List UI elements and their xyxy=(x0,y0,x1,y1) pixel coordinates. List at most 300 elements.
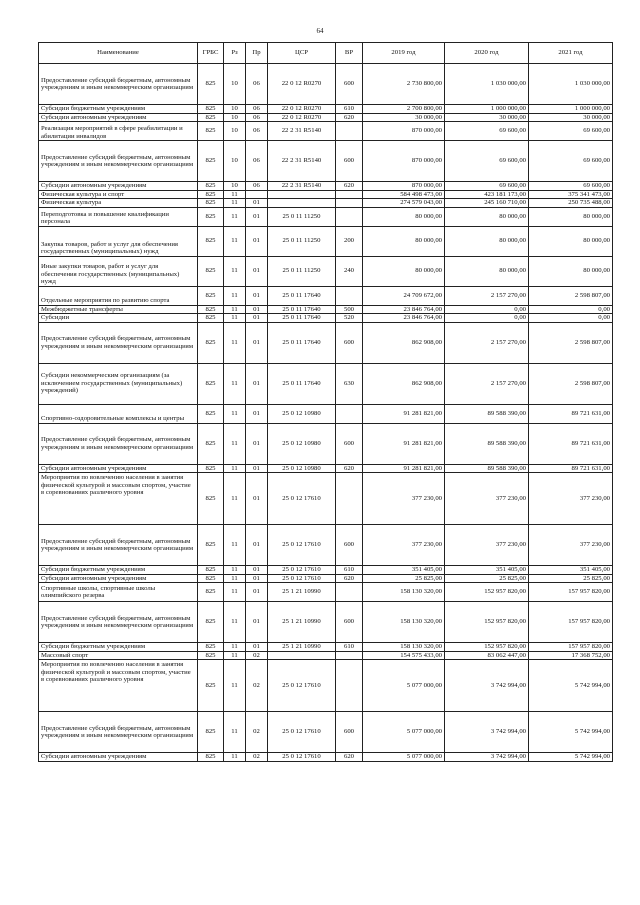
cell-name: Субсидии автономным учреждениям xyxy=(39,574,198,583)
cell-grbs: 825 xyxy=(198,660,224,712)
cell-name: Предоставление субсидий бюджетным, автономным учреждениям и иным некоммерческим организациям xyxy=(39,322,198,363)
cell-y2019: 351 405,00 xyxy=(363,566,445,575)
cell-y2021: 377 230,00 xyxy=(529,525,613,566)
table-row xyxy=(39,651,613,660)
cell-vr xyxy=(336,651,363,660)
cell-y2021: 69 600,00 xyxy=(529,122,613,141)
cell-y2020: 377 230,00 xyxy=(445,473,529,525)
cell-pr: 01 xyxy=(246,583,268,602)
cell-rz: 11 xyxy=(224,525,246,566)
table-row xyxy=(39,305,613,314)
table-row xyxy=(39,423,613,464)
cell-y2021: 157 957 820,00 xyxy=(529,643,613,652)
cell-y2021: 1 030 000,00 xyxy=(529,64,613,105)
cell-vr: 600 xyxy=(336,525,363,566)
cell-csr: 25 1 21 10990 xyxy=(268,602,336,643)
cell-grbs: 825 xyxy=(198,226,224,256)
cell-vr: 600 xyxy=(336,602,363,643)
cell-grbs: 825 xyxy=(198,256,224,286)
cell-rz: 11 xyxy=(224,226,246,256)
cell-vr: 600 xyxy=(336,141,363,182)
table-row xyxy=(39,122,613,141)
cell-grbs: 825 xyxy=(198,473,224,525)
cell-vr xyxy=(336,199,363,208)
cell-grbs: 825 xyxy=(198,113,224,122)
cell-name: Предоставление субсидий бюджетным, автономным учреждениям и иным некоммерческим организациям xyxy=(39,64,198,105)
cell-name: Межбюджетные трансферты xyxy=(39,305,198,314)
cell-pr: 02 xyxy=(246,712,268,753)
cell-y2020: 0,00 xyxy=(445,305,529,314)
cell-rz: 11 xyxy=(224,473,246,525)
cell-y2021: 0,00 xyxy=(529,314,613,323)
page-number: 64 xyxy=(316,27,324,35)
cell-grbs: 825 xyxy=(198,122,224,141)
cell-vr xyxy=(336,473,363,525)
table-row xyxy=(39,660,613,712)
cell-y2021: 5 742 994,00 xyxy=(529,712,613,753)
cell-vr xyxy=(336,583,363,602)
cell-rz: 11 xyxy=(224,643,246,652)
cell-grbs: 825 xyxy=(198,423,224,464)
cell-y2021: 2 598 807,00 xyxy=(529,286,613,305)
cell-grbs: 825 xyxy=(198,583,224,602)
cell-y2021: 250 735 488,00 xyxy=(529,199,613,208)
cell-y2021: 69 600,00 xyxy=(529,141,613,182)
cell-grbs: 825 xyxy=(198,753,224,762)
cell-name: Субсидии бюджетным учреждениям xyxy=(39,643,198,652)
cell-y2020: 80 000,00 xyxy=(445,256,529,286)
cell-grbs: 825 xyxy=(198,199,224,208)
cell-y2020: 3 742 994,00 xyxy=(445,753,529,762)
cell-name: Физическая культура и спорт xyxy=(39,190,198,199)
cell-grbs: 825 xyxy=(198,190,224,199)
cell-csr: 25 0 11 17640 xyxy=(268,305,336,314)
header-name: Наименование xyxy=(39,43,198,64)
cell-y2019: 584 498 473,00 xyxy=(363,190,445,199)
cell-grbs: 825 xyxy=(198,712,224,753)
cell-y2019: 862 908,00 xyxy=(363,322,445,363)
cell-rz: 11 xyxy=(224,583,246,602)
header-rz: Рз xyxy=(224,43,246,64)
cell-vr xyxy=(336,190,363,199)
cell-pr: 01 xyxy=(246,305,268,314)
cell-vr: 620 xyxy=(336,574,363,583)
cell-name: Субсидии автономным учреждениям xyxy=(39,464,198,473)
cell-y2019: 158 130 320,00 xyxy=(363,583,445,602)
cell-pr: 06 xyxy=(246,64,268,105)
cell-name: Предоставление субсидий бюджетным, автономным учреждениям и иным некоммерческим организациям xyxy=(39,525,198,566)
cell-rz: 11 xyxy=(224,753,246,762)
cell-csr: 22 0 12 R0270 xyxy=(268,105,336,114)
cell-y2020: 69 600,00 xyxy=(445,182,529,191)
cell-name: Переподготовка и повышение квалификации персонала xyxy=(39,207,198,226)
table-row xyxy=(39,404,613,423)
cell-csr: 25 1 21 10990 xyxy=(268,643,336,652)
cell-pr: 02 xyxy=(246,753,268,762)
cell-csr: 25 0 11 11250 xyxy=(268,226,336,256)
cell-rz: 11 xyxy=(224,712,246,753)
cell-grbs: 825 xyxy=(198,286,224,305)
header-vr: ВР xyxy=(336,43,363,64)
header-2021: 2021 год xyxy=(529,43,613,64)
cell-rz: 10 xyxy=(224,105,246,114)
cell-y2021: 2 598 807,00 xyxy=(529,363,613,404)
cell-pr: 01 xyxy=(246,363,268,404)
header-csr: ЦСР xyxy=(268,43,336,64)
cell-pr: 06 xyxy=(246,182,268,191)
cell-grbs: 825 xyxy=(198,314,224,323)
cell-pr: 06 xyxy=(246,122,268,141)
cell-y2019: 158 130 320,00 xyxy=(363,643,445,652)
cell-pr: 01 xyxy=(246,574,268,583)
cell-csr: 25 0 11 11250 xyxy=(268,256,336,286)
cell-y2021: 375 341 473,00 xyxy=(529,190,613,199)
cell-rz: 10 xyxy=(224,113,246,122)
table-row xyxy=(39,199,613,208)
cell-y2019: 80 000,00 xyxy=(363,207,445,226)
cell-vr: 610 xyxy=(336,643,363,652)
cell-grbs: 825 xyxy=(198,105,224,114)
cell-csr: 25 0 12 17610 xyxy=(268,660,336,712)
cell-y2021: 2 598 807,00 xyxy=(529,322,613,363)
cell-y2019: 91 281 821,00 xyxy=(363,404,445,423)
cell-csr: 22 2 31 R5140 xyxy=(268,182,336,191)
cell-y2019: 870 000,00 xyxy=(363,122,445,141)
cell-rz: 11 xyxy=(224,566,246,575)
table-row xyxy=(39,643,613,652)
cell-pr: 06 xyxy=(246,141,268,182)
cell-name: Физическая культура xyxy=(39,199,198,208)
table-row xyxy=(39,602,613,643)
cell-y2020: 423 181 173,00 xyxy=(445,190,529,199)
cell-name: Спортивно-оздоровительные комплексы и центры xyxy=(39,404,198,423)
cell-name: Закупка товаров, работ и услуг для обеспечения государственных (муниципальных) нужд xyxy=(39,226,198,256)
cell-y2020: 30 000,00 xyxy=(445,113,529,122)
cell-csr xyxy=(268,199,336,208)
cell-y2019: 2 730 800,00 xyxy=(363,64,445,105)
cell-y2021: 351 405,00 xyxy=(529,566,613,575)
cell-csr: 22 2 31 R5140 xyxy=(268,141,336,182)
table-row xyxy=(39,583,613,602)
cell-name: Предоставление субсидий бюджетным, автономным учреждениям и иным некоммерческим организациям xyxy=(39,712,198,753)
cell-y2021: 89 721 631,00 xyxy=(529,404,613,423)
cell-pr: 01 xyxy=(246,286,268,305)
cell-rz: 10 xyxy=(224,64,246,105)
cell-vr: 630 xyxy=(336,363,363,404)
cell-grbs: 825 xyxy=(198,643,224,652)
cell-name: Мероприятия по вовлечению населения в занятия физической культурой и массовым спортом, участие в соревнованиях различного уровня xyxy=(39,660,198,712)
cell-name: Субсидии автономным учреждениям xyxy=(39,182,198,191)
table-row xyxy=(39,314,613,323)
cell-csr: 25 0 11 11250 xyxy=(268,207,336,226)
cell-y2021: 5 742 994,00 xyxy=(529,753,613,762)
cell-pr: 01 xyxy=(246,314,268,323)
cell-grbs: 825 xyxy=(198,141,224,182)
cell-rz: 10 xyxy=(224,182,246,191)
cell-csr: 25 0 11 17640 xyxy=(268,286,336,305)
cell-y2020: 377 230,00 xyxy=(445,525,529,566)
cell-pr: 01 xyxy=(246,322,268,363)
cell-y2019: 274 579 043,00 xyxy=(363,199,445,208)
cell-rz: 11 xyxy=(224,322,246,363)
cell-y2019: 80 000,00 xyxy=(363,256,445,286)
cell-pr: 06 xyxy=(246,105,268,114)
cell-vr xyxy=(336,122,363,141)
cell-csr: 25 0 12 17610 xyxy=(268,574,336,583)
cell-rz: 11 xyxy=(224,651,246,660)
cell-y2020: 2 157 270,00 xyxy=(445,286,529,305)
cell-y2020: 245 160 710,00 xyxy=(445,199,529,208)
cell-pr: 01 xyxy=(246,473,268,525)
cell-y2021: 89 721 631,00 xyxy=(529,423,613,464)
cell-y2019: 5 077 000,00 xyxy=(363,712,445,753)
cell-name: Субсидии бюджетным учреждениям xyxy=(39,105,198,114)
cell-y2019: 2 700 800,00 xyxy=(363,105,445,114)
cell-csr: 25 0 12 10980 xyxy=(268,404,336,423)
cell-y2020: 89 588 390,00 xyxy=(445,423,529,464)
table-row xyxy=(39,525,613,566)
table-row xyxy=(39,753,613,762)
cell-y2021: 17 368 752,00 xyxy=(529,651,613,660)
cell-y2021: 5 742 994,00 xyxy=(529,660,613,712)
cell-vr xyxy=(336,404,363,423)
cell-grbs: 825 xyxy=(198,363,224,404)
cell-csr: 25 0 12 17610 xyxy=(268,753,336,762)
cell-rz: 11 xyxy=(224,207,246,226)
cell-pr: 01 xyxy=(246,602,268,643)
cell-rz: 11 xyxy=(224,363,246,404)
header-row xyxy=(39,43,613,64)
budget-table xyxy=(38,42,613,762)
cell-rz: 10 xyxy=(224,122,246,141)
cell-pr: 01 xyxy=(246,525,268,566)
cell-y2021: 377 230,00 xyxy=(529,473,613,525)
cell-name: Реализация мероприятий в сфере реабилитации и абилитации инвалидов xyxy=(39,122,198,141)
cell-y2021: 89 721 631,00 xyxy=(529,464,613,473)
cell-y2021: 157 957 820,00 xyxy=(529,602,613,643)
cell-y2019: 30 000,00 xyxy=(363,113,445,122)
cell-y2020: 152 957 820,00 xyxy=(445,643,529,652)
cell-y2020: 69 600,00 xyxy=(445,141,529,182)
cell-pr: 01 xyxy=(246,404,268,423)
cell-y2021: 80 000,00 xyxy=(529,226,613,256)
table-row xyxy=(39,712,613,753)
cell-csr xyxy=(268,190,336,199)
cell-y2019: 870 000,00 xyxy=(363,141,445,182)
cell-y2019: 154 575 433,00 xyxy=(363,651,445,660)
cell-csr: 25 0 12 17610 xyxy=(268,566,336,575)
cell-y2021: 80 000,00 xyxy=(529,256,613,286)
cell-vr: 600 xyxy=(336,322,363,363)
cell-name: Субсидии автономным учреждениям xyxy=(39,753,198,762)
header-grbs: ГРБС xyxy=(198,43,224,64)
cell-vr: 200 xyxy=(336,226,363,256)
cell-csr xyxy=(268,651,336,660)
cell-grbs: 825 xyxy=(198,305,224,314)
cell-rz: 11 xyxy=(224,404,246,423)
cell-grbs: 825 xyxy=(198,182,224,191)
cell-rz: 11 xyxy=(224,602,246,643)
cell-pr xyxy=(246,190,268,199)
cell-vr: 240 xyxy=(336,256,363,286)
cell-grbs: 825 xyxy=(198,404,224,423)
cell-grbs: 825 xyxy=(198,525,224,566)
table-row xyxy=(39,473,613,525)
cell-pr: 02 xyxy=(246,660,268,712)
table-row xyxy=(39,226,613,256)
cell-y2019: 23 846 764,00 xyxy=(363,314,445,323)
table-row xyxy=(39,64,613,105)
cell-rz: 11 xyxy=(224,190,246,199)
cell-csr: 25 0 12 10980 xyxy=(268,423,336,464)
cell-pr: 01 xyxy=(246,256,268,286)
cell-y2020: 3 742 994,00 xyxy=(445,660,529,712)
table-row xyxy=(39,105,613,114)
cell-y2019: 377 230,00 xyxy=(363,473,445,525)
cell-rz: 11 xyxy=(224,286,246,305)
cell-y2020: 0,00 xyxy=(445,314,529,323)
table-row xyxy=(39,464,613,473)
cell-y2020: 152 957 820,00 xyxy=(445,602,529,643)
table-row xyxy=(39,190,613,199)
cell-y2021: 25 825,00 xyxy=(529,574,613,583)
cell-pr: 01 xyxy=(246,199,268,208)
table-row xyxy=(39,141,613,182)
cell-csr: 25 0 12 17610 xyxy=(268,473,336,525)
cell-rz: 11 xyxy=(224,305,246,314)
cell-y2021: 1 000 000,00 xyxy=(529,105,613,114)
cell-y2020: 1 030 000,00 xyxy=(445,64,529,105)
cell-rz: 11 xyxy=(224,256,246,286)
cell-y2021: 30 000,00 xyxy=(529,113,613,122)
cell-grbs: 825 xyxy=(198,651,224,660)
cell-rz: 11 xyxy=(224,464,246,473)
cell-vr: 610 xyxy=(336,105,363,114)
cell-y2020: 2 157 270,00 xyxy=(445,322,529,363)
cell-grbs: 825 xyxy=(198,464,224,473)
cell-rz: 11 xyxy=(224,199,246,208)
cell-y2019: 91 281 821,00 xyxy=(363,423,445,464)
cell-vr: 520 xyxy=(336,314,363,323)
cell-grbs: 825 xyxy=(198,207,224,226)
cell-grbs: 825 xyxy=(198,64,224,105)
cell-csr: 22 0 12 R0270 xyxy=(268,113,336,122)
cell-csr: 25 0 11 17640 xyxy=(268,314,336,323)
cell-name: Спортивные школы, спортивные школы олимпийского резерва xyxy=(39,583,198,602)
cell-vr: 600 xyxy=(336,712,363,753)
cell-vr: 620 xyxy=(336,464,363,473)
cell-y2021: 157 957 820,00 xyxy=(529,583,613,602)
cell-csr: 25 0 11 17640 xyxy=(268,363,336,404)
cell-vr: 620 xyxy=(336,182,363,191)
cell-pr: 01 xyxy=(246,226,268,256)
cell-vr: 620 xyxy=(336,113,363,122)
cell-name: Предоставление субсидий бюджетным, автономным учреждениям и иным некоммерческим организациям xyxy=(39,141,198,182)
cell-name: Субсидии xyxy=(39,314,198,323)
cell-rz: 11 xyxy=(224,423,246,464)
cell-y2020: 89 588 390,00 xyxy=(445,404,529,423)
cell-pr: 02 xyxy=(246,651,268,660)
cell-csr: 25 0 12 17610 xyxy=(268,525,336,566)
header-2019: 2019 год xyxy=(363,43,445,64)
cell-y2019: 862 908,00 xyxy=(363,363,445,404)
cell-vr: 600 xyxy=(336,423,363,464)
cell-grbs: 825 xyxy=(198,574,224,583)
cell-grbs: 825 xyxy=(198,602,224,643)
cell-vr: 610 xyxy=(336,566,363,575)
cell-csr: 25 1 21 10990 xyxy=(268,583,336,602)
cell-y2020: 3 742 994,00 xyxy=(445,712,529,753)
cell-vr xyxy=(336,286,363,305)
cell-pr: 06 xyxy=(246,113,268,122)
cell-name: Отдельные мероприятия по развитию спорта xyxy=(39,286,198,305)
header-2020: 2020 год xyxy=(445,43,529,64)
cell-y2020: 1 000 000,00 xyxy=(445,105,529,114)
cell-name: Мероприятия по вовлечению населения в занятия физической культурой и массовым спортом, участие в соревнованиях различного уровня xyxy=(39,473,198,525)
cell-pr: 01 xyxy=(246,464,268,473)
cell-name: Предоставление субсидий бюджетным, автономным учреждениям и иным некоммерческим организациям xyxy=(39,602,198,643)
cell-y2020: 80 000,00 xyxy=(445,207,529,226)
cell-y2021: 80 000,00 xyxy=(529,207,613,226)
cell-vr xyxy=(336,207,363,226)
cell-csr: 25 0 12 10980 xyxy=(268,464,336,473)
cell-rz: 11 xyxy=(224,314,246,323)
cell-rz: 10 xyxy=(224,141,246,182)
cell-y2019: 91 281 821,00 xyxy=(363,464,445,473)
cell-y2020: 80 000,00 xyxy=(445,226,529,256)
cell-csr: 25 0 11 17640 xyxy=(268,322,336,363)
cell-csr: 25 0 12 17610 xyxy=(268,712,336,753)
header-pr: Пр xyxy=(246,43,268,64)
cell-name: Субсидии бюджетным учреждениям xyxy=(39,566,198,575)
cell-y2019: 80 000,00 xyxy=(363,226,445,256)
table-row xyxy=(39,256,613,286)
cell-y2019: 158 130 320,00 xyxy=(363,602,445,643)
table-row xyxy=(39,286,613,305)
cell-rz: 11 xyxy=(224,574,246,583)
cell-y2020: 89 588 390,00 xyxy=(445,464,529,473)
cell-grbs: 825 xyxy=(198,322,224,363)
table-row xyxy=(39,566,613,575)
cell-name: Массовый спорт xyxy=(39,651,198,660)
cell-pr: 01 xyxy=(246,207,268,226)
cell-y2020: 83 062 447,00 xyxy=(445,651,529,660)
cell-vr: 500 xyxy=(336,305,363,314)
cell-y2019: 5 077 000,00 xyxy=(363,660,445,712)
cell-pr: 01 xyxy=(246,643,268,652)
cell-name: Субсидии автономным учреждениям xyxy=(39,113,198,122)
cell-y2020: 69 600,00 xyxy=(445,122,529,141)
cell-y2020: 2 157 270,00 xyxy=(445,363,529,404)
cell-grbs: 825 xyxy=(198,566,224,575)
cell-y2020: 152 957 820,00 xyxy=(445,583,529,602)
table-row xyxy=(39,574,613,583)
cell-y2021: 69 600,00 xyxy=(529,182,613,191)
cell-vr: 600 xyxy=(336,64,363,105)
cell-name: Предоставление субсидий бюджетным, автономным учреждениям и иным некоммерческим организациям xyxy=(39,423,198,464)
table-row xyxy=(39,207,613,226)
cell-pr: 01 xyxy=(246,423,268,464)
table-row xyxy=(39,182,613,191)
cell-y2019: 25 825,00 xyxy=(363,574,445,583)
table-row xyxy=(39,113,613,122)
cell-csr: 22 2 31 R5140 xyxy=(268,122,336,141)
cell-y2020: 25 825,00 xyxy=(445,574,529,583)
cell-csr: 22 0 12 R0270 xyxy=(268,64,336,105)
cell-y2019: 377 230,00 xyxy=(363,525,445,566)
cell-y2020: 351 405,00 xyxy=(445,566,529,575)
cell-vr: 620 xyxy=(336,753,363,762)
